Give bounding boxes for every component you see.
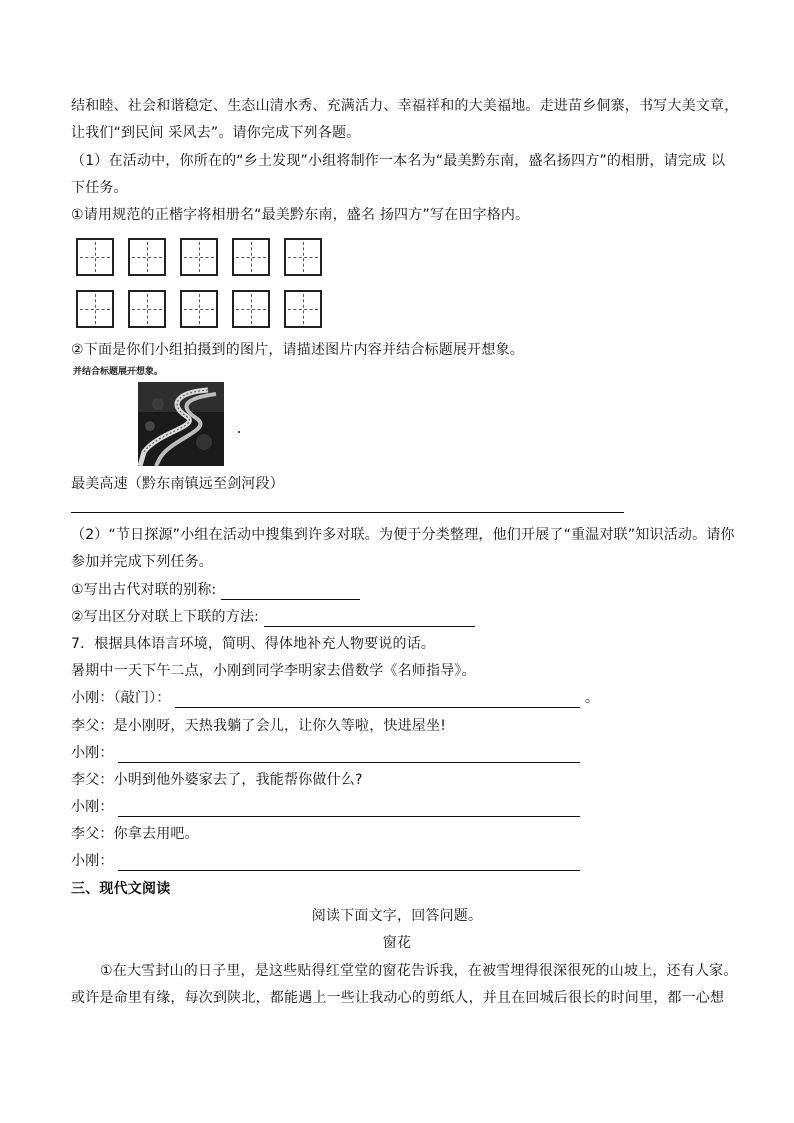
tianzige-box[interactable] — [180, 290, 218, 328]
dialog-line-3 — [71, 743, 580, 763]
tianzige-box[interactable] — [128, 238, 166, 276]
task2-sub1-label: ①写出古代对联的别称: — [71, 582, 217, 598]
task1-line-2: 下任务。 — [71, 180, 128, 196]
article-paragraph-1-cont: 或许是命里有缘，每次到陕北，都能遇上一些让我动心的剪纸人，并且在回城后很长的时间里，都一心想 — [71, 990, 725, 1006]
tianzige-box[interactable] — [180, 238, 218, 276]
scene-text: 暑期中一天下午二点，小刚到同学李明家去借数学《名师指导》。 — [71, 663, 476, 679]
dialog-line-6: 李父：你拿去用吧。 — [71, 826, 199, 842]
answer-blank-dialog-1[interactable] — [175, 692, 580, 708]
highway-photo — [138, 382, 224, 466]
dialog-line-1 — [71, 688, 599, 708]
answer-blank-alias[interactable] — [221, 584, 360, 600]
question-7: 7．根据具体语言环境，简明、得体地补充人物要说的话。 — [71, 636, 436, 652]
dialog-speaker: 小刚： — [71, 799, 114, 815]
tianzige-box[interactable] — [128, 290, 166, 328]
answer-blank-method[interactable] — [264, 611, 475, 627]
dialog-line-2: 李父：是小刚呀，天热我躺了会儿，让你久等啦，快进屋坐! — [71, 718, 447, 734]
dialog-speaker: 小刚： — [71, 745, 114, 761]
tianzige-box[interactable] — [284, 238, 322, 276]
tianzige-box[interactable] — [76, 290, 114, 328]
tianzige-box[interactable] — [76, 238, 114, 276]
reading-instruction: 阅读下面文字，回答问题。 — [311, 908, 483, 924]
tianzige-box[interactable] — [232, 238, 270, 276]
intro-line-1: 结和睦、社会和谐稳定、生态山清水秀、充满活力、幸福祥和的大美福地。走进苗乡侗寨，书写大美文章， — [71, 98, 739, 114]
task2-line-1: （2）“节日探源”小组在活动中搜集到许多对联。为便于分类整理，他们开展了“重温对联”知识活动。请你 — [71, 527, 735, 543]
task2-sub1 — [71, 580, 360, 600]
answer-blank-dialog-4[interactable] — [118, 855, 580, 871]
article-title: 窗花 — [382, 935, 412, 951]
tianzige-box[interactable] — [232, 290, 270, 328]
dialog-end-punct: 。 — [584, 690, 600, 706]
task2-sub2-label: ②写出区分对联上下联的方法: — [71, 609, 260, 625]
small-caption: 并结合标题展开想象。 — [73, 367, 164, 377]
answer-line-photo[interactable] — [71, 512, 624, 513]
tianzige-box[interactable] — [284, 290, 322, 328]
answer-blank-dialog-3[interactable] — [118, 801, 580, 817]
dialog-line-4: 李父：小明到他外婆家去了，我能帮你做什么? — [71, 772, 363, 788]
dialog-speaker: 小刚：（敲门）： — [71, 690, 171, 706]
tianzige-row-2 — [76, 290, 322, 328]
article-paragraph-1: ①在大雪封山的日子里，是这些贴得红堂堂的窗花告诉我，在被雪埋得很深很死的山坡上，还有人家。 — [100, 963, 738, 979]
speck — [238, 431, 240, 433]
answer-blank-dialog-2[interactable] — [118, 747, 580, 763]
dialog-line-7 — [71, 851, 580, 871]
tianzige-row-1 — [76, 238, 322, 276]
dialog-line-5 — [71, 797, 580, 817]
intro-line-2: 让我们“到民间 采风去”。请你完成下列各题。 — [71, 125, 361, 141]
photo-caption: 最美高速（黔东南镇远至剑河段） — [71, 476, 284, 492]
task1-sub1: ①请用规范的正楷字将相册名“最美黔东南，盛名 扬四方”写在田字格内。 — [71, 207, 530, 223]
dialog-speaker: 小刚： — [71, 853, 114, 869]
task1-sub2: ②下面是你们小组拍摄到的图片，请描述图片内容并结合标题展开想象。 — [71, 342, 524, 358]
task2-sub2 — [71, 607, 475, 627]
task1-line-1: （1）在活动中，你所在的“乡土发现”小组将制作一本名为“最美黔东南，盛名扬四方”的相册，请完成 以 — [71, 153, 726, 169]
task2-line-2: 参加并完成下列任务。 — [71, 554, 213, 570]
section-heading: 三、现代文阅读 — [71, 881, 171, 897]
